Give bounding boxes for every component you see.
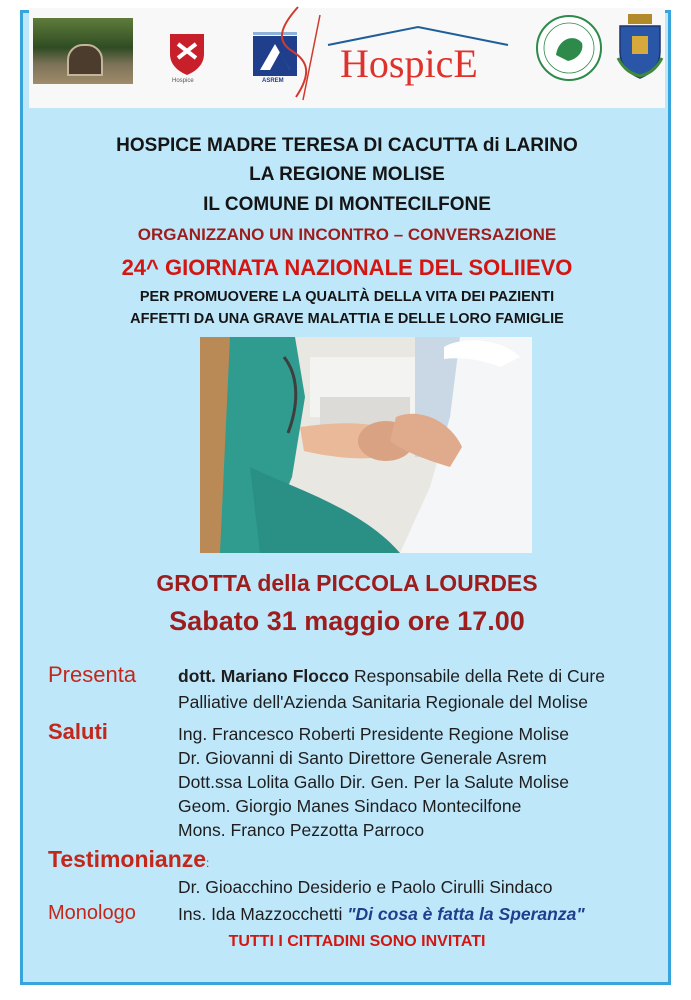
presenta-line-2: Palliative dell'Azienda Sanitaria Regionale del Molise bbox=[178, 692, 588, 712]
event-location: GROTTA della PICCOLA LOURDES bbox=[156, 570, 538, 596]
testimonianze-label-text: Testimonianze bbox=[48, 846, 207, 872]
testimonianze-colon: : bbox=[206, 856, 210, 870]
saluti-item: Ing. Francesco Roberti Presidente Regione Molise bbox=[178, 724, 570, 744]
saluti-item: Dott.ssa Lolita Gallo Dir. Gen. Per la Salute Molise bbox=[178, 772, 570, 792]
presenta-name: dott. Mariano Flocco bbox=[178, 666, 350, 686]
monologo-line bbox=[178, 904, 585, 925]
organizer-hospice: HOSPICE MADRE TERESA DI CACUTTA di LARINO bbox=[116, 135, 578, 156]
subtitle-line-2: AFFETTI DA UNA GRAVE MALATTIA E DELLE LORO FAMIGLIE bbox=[130, 311, 564, 327]
grotto-photo-logo bbox=[33, 18, 133, 84]
subtitle-line-1: PER PROMUOVERE LA QUALITÀ DELLA VITA DEI PAZIENTI bbox=[139, 289, 555, 305]
saluti-item: Dr. Giovanni di Santo Direttore Generale Asrem bbox=[178, 748, 547, 768]
event-type: ORGANIZZANO UN INCONTRO – CONVERSAZIONE bbox=[137, 225, 557, 244]
hospice-wordmark: HospicE bbox=[340, 41, 478, 86]
presenta-line-1 bbox=[178, 666, 605, 687]
municipal-crest-logo bbox=[614, 14, 666, 80]
organizer-region: LA REGIONE MOLISE bbox=[249, 164, 445, 185]
hospice-logo bbox=[268, 5, 518, 105]
presenta-label: Presenta bbox=[48, 662, 137, 687]
testimonianze-text: Dr. Gioacchino Desiderio e Paolo Cirulli Sindaco bbox=[178, 877, 553, 897]
shield-caption: Hospice bbox=[172, 78, 194, 84]
round-seal-logo bbox=[534, 13, 604, 83]
care-hands-photo bbox=[200, 337, 532, 553]
organizer-municipality: IL COMUNE DI MONTECILFONE bbox=[203, 194, 491, 215]
saluti-item: Geom. Giorgio Manes Sindaco Montecilfone bbox=[178, 796, 522, 816]
invitation: TUTTI I CITTADINI SONO INVITATI bbox=[228, 933, 486, 950]
event-date: Sabato 31 maggio ore 17.00 bbox=[169, 606, 525, 636]
saluti-item: Mons. Franco Pezzotta Parroco bbox=[178, 820, 425, 840]
monologo-author: Ins. Ida Mazzocchetti bbox=[178, 904, 348, 924]
saluti-label: Saluti bbox=[48, 719, 108, 744]
monologo-label: Monologo bbox=[48, 902, 136, 924]
testimonianze-label bbox=[48, 846, 209, 873]
monologo-title: "Di cosa è fatta la Speranza" bbox=[347, 904, 585, 924]
event-title: 24^ GIORNATA NAZIONALE DEL SOLIIEVO bbox=[121, 255, 573, 280]
shield-logo bbox=[168, 32, 206, 76]
asrem-caption: ASREM bbox=[262, 78, 284, 84]
presenta-role: Responsabile della Rete di Cure bbox=[349, 666, 605, 686]
